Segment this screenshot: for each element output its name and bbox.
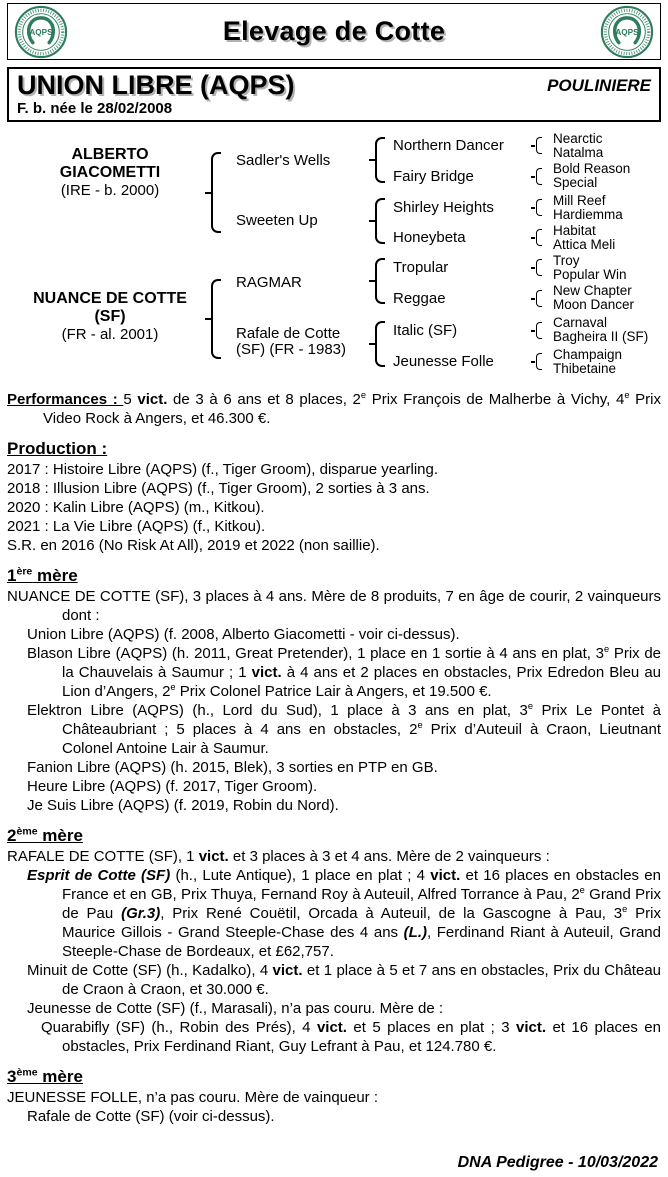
pedigree-bracket (375, 137, 385, 183)
pedigree-gen4-pair: New Chapter Moon Dancer (553, 283, 635, 312)
pedigree-bracket (375, 321, 385, 367)
pedigree-gen2-name: Rafale de Cotte (SF) (FR - 1983) (236, 325, 347, 358)
pedigree-bracket (536, 259, 542, 276)
pedigree-bracket (536, 168, 542, 185)
first-dam-lead: NUANCE DE COTTE (SF), 3 places à 4 ans. Mère de 8 produits, 7 en âge de courir, 2 vainqueurs dont : (7, 588, 661, 624)
production-line: 2017 : Histoire Libre (AQPS) (f., Tiger Groom), disparue yearling. (7, 461, 439, 478)
pedigree-gen3-name: Jeunesse Folle (393, 353, 494, 370)
pedigree-gen3-name: Reggae (393, 290, 446, 307)
status-label: POULINIERE (547, 75, 651, 95)
pedigree-sire (15, 146, 205, 200)
pedigree-bracket (375, 258, 385, 304)
pedigree-tree (7, 124, 661, 381)
progeny-entry-heure-libre: Heure Libre (AQPS) (f. 2017, Tiger Groom). (27, 778, 318, 795)
pedigree-gen2-name: Sweeten Up (236, 212, 318, 229)
pedigree-gen4-pair: Bold Reason Special (553, 161, 631, 190)
progeny-entry-esprit-de-cotte: Esprit de Cotte (SF) (h., Lute Antique), 1 place en plat ; 4 vict. et 16 places en obstacles en France et en GB, Prix Thuya, Fernand Roy à Auteuil, Alfred Torrance à Pau, 2e Grand Prix de Pau (Gr.3), Prix René Couëtil, Orcada à Auteuil, de la Gascogne à Pau, 3e Prix Maurice Gillois - Grand Steeple-Chase des 4 ans (L.), Ferdinand Riant à Auteuil, Grand Steeple-Chase de Bordeaux, et £62,757. (27, 867, 662, 960)
subject-title-box (7, 67, 661, 122)
progeny-entry-je-suis-libre: Je Suis Libre (AQPS) (f. 2019, Robin du Nord). (27, 797, 339, 814)
pedigree-gen2-name: Sadler's Wells (236, 152, 331, 169)
progeny-entry-minuit-de-cotte: Minuit de Cotte (SF) (h., Kadalko), 4 vict. et 1 place à 5 et 7 ans en obstacles, Prix du Château de Craon à Craon, et 30.000 €. (27, 962, 661, 998)
production-line: 2021 : La Vie Libre (AQPS) (f., Kitkou). (7, 518, 266, 535)
third-dam-heading: 3ème mère (7, 1066, 83, 1086)
performances-paragraph: Performances : 5 vict. de 3 à 6 ans et 8 places, 2e Prix François de Malherbe à Vichy, 4e Prix Video Rock à Angers, et 46.300 €. (7, 390, 662, 427)
pedigree-gen4-pair: Carnaval Bagheira II (SF) (553, 315, 649, 344)
progeny-entry-elektron-libre: Elektron Libre (AQPS) (h., Lord du Sud), 1 place à 3 ans en plat, 3e Prix Le Pontet à Châteaubriant ; 5 places à 4 ans en obstacles, 2e Prix d’Auteuil à Craon, Lieutnant Colonel Antoine Lair à Saumur. (27, 701, 662, 757)
pedigree-gen3-name: Shirley Heights (393, 199, 494, 216)
third-dam-lead: JEUNESSE FOLLE, n’a pas couru. Mère de vainqueur : (7, 1089, 379, 1106)
pedigree-gen4-pair: Champaign Thibetaine (553, 347, 623, 376)
first-dam-heading: 1ère mère (7, 565, 78, 585)
pedigree-bracket (536, 199, 542, 216)
pedigree-bracket (375, 198, 385, 244)
dam-name-line2: (SF) (94, 308, 126, 325)
pedigree-gen3-name: Fairy Bridge (393, 168, 474, 185)
pedigree-bracket (536, 322, 542, 339)
second-dam-lead: RAFALE DE COTTE (SF), 1 vict. et 3 places à 3 et 4 ans. Mère de 2 vainqueurs : (7, 848, 550, 865)
pedigree-bracket (536, 137, 542, 154)
footer-credit: DNA Pedigree - 10/03/2022 (457, 1154, 658, 1171)
pedigree-gen3-name: Tropular (393, 259, 449, 276)
progeny-entry-union-libre: Union Libre (AQPS) (f. 2008, Alberto Giacometti - voir ci-dessus). (27, 626, 460, 643)
header-banner (7, 3, 661, 60)
second-dam-heading: 2ème mère (7, 825, 83, 845)
aqps-logo-icon (600, 5, 654, 59)
dam-name-line1: NUANCE DE COTTE (33, 290, 187, 307)
pedigree-gen2-name: RAGMAR (236, 274, 302, 291)
pedigree-bracket (536, 353, 542, 370)
aqps-logo-text: AQPS (29, 27, 53, 37)
pedigree-gen3-name: Honeybeta (393, 229, 466, 246)
aqps-logo-text: AQPS (615, 27, 639, 37)
progeny-entry-rafale-de-cotte: Rafale de Cotte (SF) (voir ci-dessus). (27, 1108, 275, 1125)
horse-name: UNION LIBRE (AQPS) (17, 70, 295, 100)
pedigree-gen3-name: Northern Dancer (393, 137, 504, 154)
sire-name-line1: ALBERTO (71, 146, 149, 163)
progeny-entry-quarabifly: Quarabifly (SF) (h., Robin des Prés), 4 vict. et 5 places en plat ; 3 vict. et 16 places en obstacles, Prix Ferdinand Riant, Guy Lefrant à Pau, et 124.780 €. (41, 1019, 661, 1055)
pedigree-gen4-pair: Mill Reef Hardiemma (553, 193, 623, 222)
sire-name-line2: GIACOMETTI (59, 164, 161, 181)
stud-farm-title: Elevage de Cotte (222, 16, 446, 46)
progeny-entry-fanion-libre: Fanion Libre (AQPS) (h. 2015, Blek), 3 sorties en PTP en GB. (27, 759, 438, 776)
pedigree-bracket (211, 279, 221, 359)
sire-detail: (IRE - b. 2000) (60, 182, 160, 199)
dam-detail: (FR - al. 2001) (61, 326, 159, 343)
pedigree-bracket (211, 152, 221, 233)
document-body (7, 390, 661, 1126)
pedigree-gen3-name: Italic (SF) (393, 322, 458, 339)
pedigree-gen4-pair: Troy Popular Win (553, 253, 627, 282)
pedigree-bracket (536, 290, 542, 307)
pedigree-dam (15, 290, 205, 344)
pedigree-bracket (536, 229, 542, 246)
production-line: S.R. en 2016 (No Risk At All), 2019 et 2022 (non saillie). (7, 537, 380, 554)
production-heading: Production : (7, 439, 108, 458)
pedigree-gen4-pair: Nearctic Natalma (553, 131, 604, 160)
aqps-logo-icon (14, 5, 68, 59)
production-line: 2018 : Illusion Libre (AQPS) (f., Tiger Groom), 2 sorties à 3 ans. (7, 480, 430, 497)
progeny-entry-jeunesse-de-cotte: Jeunesse de Cotte (SF) (f., Marasali), n’a pas couru. Mère de : (27, 1000, 444, 1017)
progeny-entry-blason-libre: Blason Libre (AQPS) (h. 2011, Great Pretender), 1 place en 1 sortie à 4 ans en plat, 3e Prix de la Chauvelais à Saumur ; 1 vict. à 4 ans et 2 places en obstacles, Prix Edredon Bleu au Lion d’Angers, 2e Prix Colonel Patrice Lair à Angers, et 19.500 €. (27, 644, 662, 700)
pedigree-gen4-pair: Habitat Attica Meli (553, 223, 616, 252)
birth-line: F. b. née le 28/02/2008 (17, 100, 173, 117)
production-line: 2020 : Kalin Libre (AQPS) (m., Kitkou). (7, 499, 265, 516)
